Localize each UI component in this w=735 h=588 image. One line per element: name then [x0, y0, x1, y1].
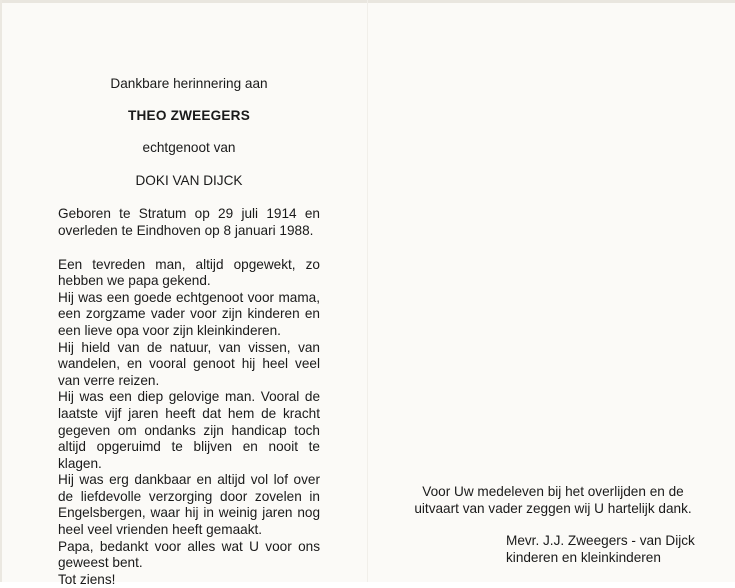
memorial-text — [58, 257, 320, 588]
left-page — [58, 76, 320, 588]
paragraph-farewell: Tot ziens! — [58, 571, 116, 587]
spouse-label: echtgenoot van — [142, 140, 236, 156]
paragraph-hobbies: Hij hield van de natuur, van vissen, van wandelen, en vooral genoot hij heel veel van verre reizen. — [58, 339, 320, 388]
paragraph-gratitude: Hij was erg dankbaar en altijd vol lof over de liefdevolle verzorging door zovelen in Engelsbergen, waar hij in weinig jaren nog heel veel vrienden heeft gemaakt. — [58, 472, 320, 538]
card-left-edge — [0, 0, 2, 582]
paragraph-thanks-papa: Papa, bedankt voor alles wat U voor ons geweest bent. — [58, 538, 320, 571]
right-page — [403, 484, 703, 566]
deceased-name: THEO ZWEEGERS — [128, 107, 250, 123]
signature-family: kinderen en kleinkinderen — [506, 549, 661, 565]
signature-block — [506, 533, 703, 566]
signature-name: Mevr. J.J. Zweegers - van Dijck — [506, 533, 695, 549]
card-fold-line — [367, 0, 368, 582]
thanks-text: Voor Uw medeleven bij het overlijden en de uitvaart van vader zeggen wij U hartelijk dank. — [414, 484, 692, 516]
birth-death-dates: Geboren te Stratum op 29 juli 1914 en overleden te Eindhoven op 8 januari 1988. — [58, 206, 320, 238]
paragraph-character: Een tevreden man, altijd opgewekt, zo hebben we papa gekend. — [58, 256, 320, 289]
paragraph-faith: Hij was een diep gelovige man. Vooral de laatste vijf jaren heeft dat hem de kracht gegeven om ondanks zijn handicap toch altijd opgeruimd te blijven en nooit te klagen. — [58, 389, 320, 471]
spouse-name: DOKI VAN DIJCK — [135, 172, 243, 188]
intro-line: Dankbare herinnering aan — [110, 76, 268, 91]
paragraph-family: Hij was een goede echtgenoot voor mama, een zorgzame vader voor zijn kinderen en een lieve opa voor zijn kleinkinderen. — [58, 289, 320, 338]
